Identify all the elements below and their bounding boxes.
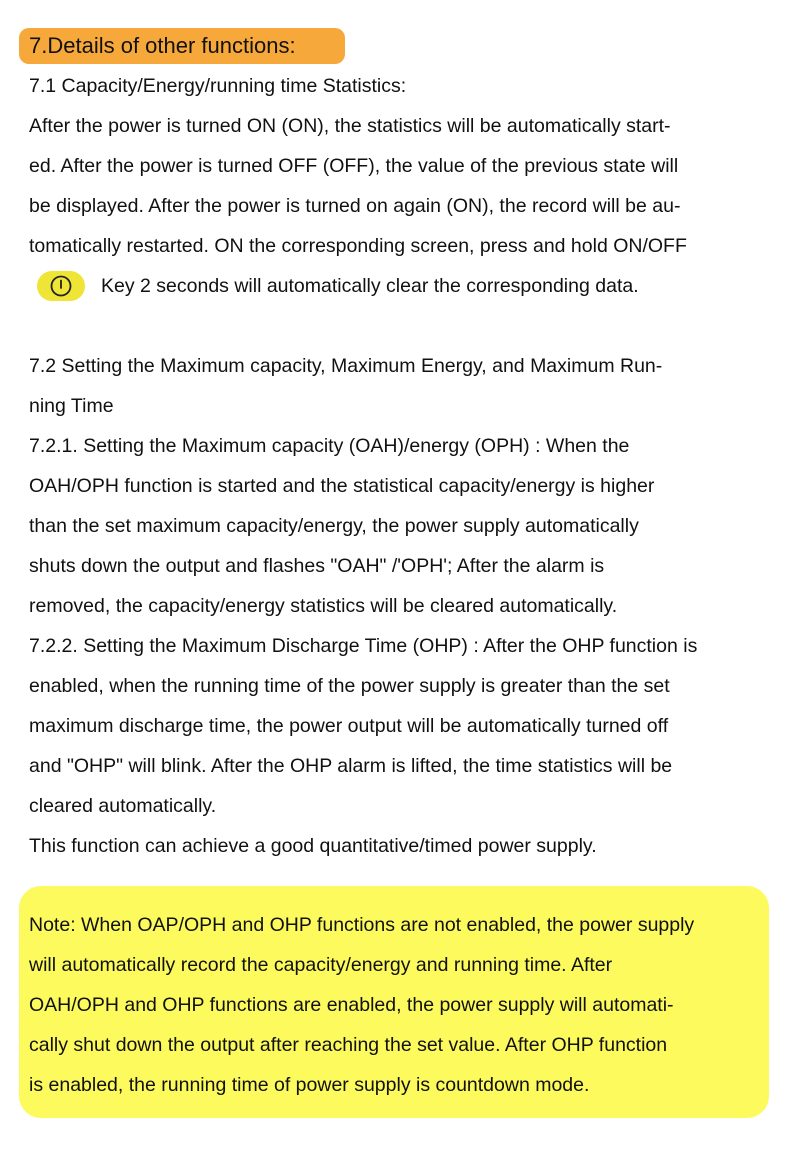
paragraph-line: shuts down the output and flashes "OAH" /'OPH'; After the alarm is: [29, 555, 605, 577]
paragraph-line: OAH/OPH function is started and the statistical capacity/energy is higher: [29, 475, 655, 497]
section-heading: 7.Details of other functions:: [19, 28, 345, 64]
paragraph-line: tomatically restarted. ON the corresponding screen, press and hold ON/OFF: [29, 235, 687, 257]
key-instruction-line: [29, 266, 774, 306]
section-7-1: [29, 66, 774, 306]
paragraph-line: removed, the capacity/energy statistics will be cleared automatically.: [29, 595, 618, 617]
note-line: Note: When OAP/OPH and OHP functions are not enabled, the power supply: [29, 914, 695, 936]
paragraph-line: 7.2.2. Setting the Maximum Discharge Time (OHP) : After the OHP function is: [29, 635, 698, 657]
note-line: OAH/OPH and OHP functions are enabled, the power supply will automati-: [29, 994, 674, 1016]
paragraph-line: be displayed. After the power is turned on again (ON), the record will be au-: [29, 195, 681, 217]
paragraph-line: This function can achieve a good quantitative/timed power supply.: [29, 835, 597, 857]
note-line: will automatically record the capacity/energy and running time. After: [29, 954, 613, 976]
section-7-1-title: 7.1 Capacity/Energy/running time Statistics:: [29, 75, 407, 97]
power-button-icon: [37, 271, 85, 301]
paragraph-line: maximum discharge time, the power output will be automatically turned off: [29, 715, 669, 737]
key-instruction-text: Key 2 seconds will automatically clear the corresponding data.: [101, 275, 639, 297]
section-7-2-title: ning Time: [29, 395, 114, 417]
paragraph-line: cleared automatically.: [29, 795, 217, 817]
paragraph-line: than the set maximum capacity/energy, the power supply automatically: [29, 515, 639, 537]
section-7-2: [29, 346, 774, 866]
note-line: is enabled, the running time of power supply is countdown mode.: [29, 1074, 590, 1096]
paragraph-line: ed. After the power is turned OFF (OFF), the value of the previous state will: [29, 155, 679, 177]
paragraph-line: After the power is turned ON (ON), the statistics will be automatically start-: [29, 115, 671, 137]
paragraph-line: and "OHP" will blink. After the OHP alarm is lifted, the time statistics will be: [29, 755, 673, 777]
paragraph-line: enabled, when the running time of the power supply is greater than the set: [29, 675, 670, 697]
note-text: [29, 905, 769, 1105]
note-line: cally shut down the output after reaching the set value. After OHP function: [29, 1034, 668, 1056]
section-7-2-title: 7.2 Setting the Maximum capacity, Maximum Energy, and Maximum Run-: [29, 355, 663, 377]
paragraph-line: 7.2.1. Setting the Maximum capacity (OAH)/energy (OPH) : When the: [29, 435, 630, 457]
